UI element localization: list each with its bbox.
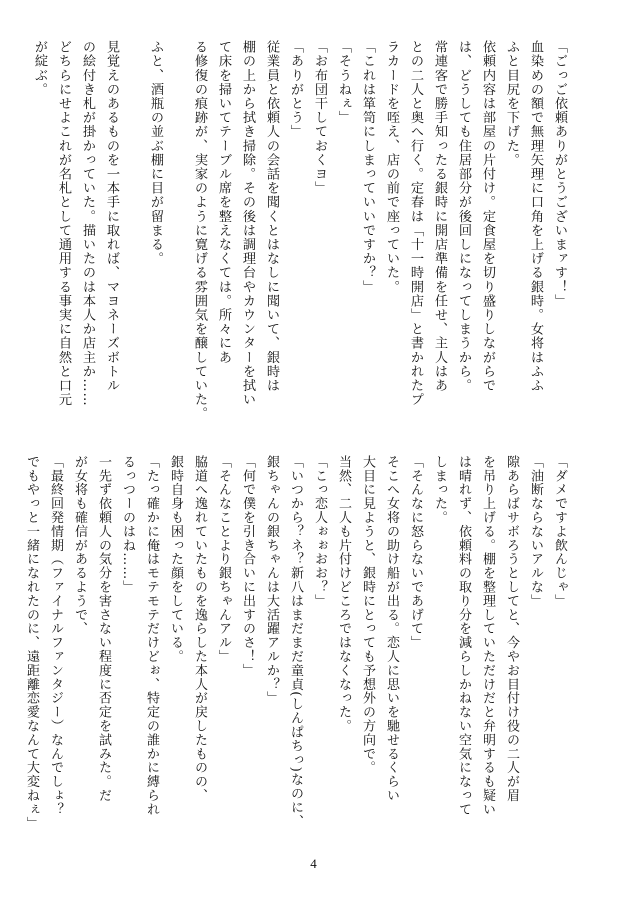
text-line: 「油断ならないアルな」 xyxy=(528,455,543,608)
text-line: 「そんなに怒らないであげて」 xyxy=(408,455,423,650)
text-line: 常連客で勝手知ったる銀時に開店準備を任せ、主人はあ xyxy=(432,40,447,393)
text-line: 「こっ恋人ぉぉおお？」 xyxy=(312,455,327,608)
text-line: 大目に見ようと、銀時にとっても予想外の方向で。 xyxy=(360,455,375,775)
text-line: ラカードを咥え、店の前で座っていた。 xyxy=(384,40,399,294)
text-line: 「そんなことより銀ちゃんアル」 xyxy=(216,455,231,664)
text-line: 「たっ確かに俺はモテモテだけどぉ、特定の誰かに縛られ xyxy=(144,455,159,817)
text-line: 「何で僕を引き合いに出すのさ！」 xyxy=(240,455,255,678)
text-line: 「お布団干しておくヨ」 xyxy=(312,40,327,196)
text-line: 「ごっご依頼ありがとうございまァす！」 xyxy=(552,40,567,308)
text-line: 脇道へ逸れていたものを逸らした本人が戻したものの、 xyxy=(192,455,207,803)
text-line: て床を掃いてテーブル席を整えなくては。所々にあ xyxy=(216,40,231,365)
text-line: が女将も確信があるようで、 xyxy=(72,455,87,636)
text-line: 銀ちゃんの銀ちゃんは大活躍アルか？」 xyxy=(264,455,279,706)
page-number: 4 xyxy=(310,856,317,871)
text-line: るっつーのはね……」 xyxy=(120,455,135,594)
text-line: の絵付き札が掛かっていた。描いたのは本人か店主か…… xyxy=(80,40,95,407)
text-line: 従業員と依頼人の会話を聞くとはなしに聞いて、銀時は xyxy=(264,40,279,393)
text-line: 隙あらばサボろうとしてと、今やお目付け役の二人が眉 xyxy=(504,455,519,803)
text-line: との二人と奥へ行く。定春は「十一時開店」と書かれたプ xyxy=(408,40,423,407)
text-line: どちらにせよこれが名札として通用する事実に自然と口元 xyxy=(56,40,71,407)
text-line: 「これは箪笥にしまっていいですか？」 xyxy=(360,40,375,294)
text-line: は晴れず、依頼料の取り分を減らしかねない空気になって xyxy=(456,455,471,817)
text-line: 一先ず依頼人の気分を害さない程度に否定を試みた。だ xyxy=(96,455,111,803)
text-line: 銀時自身も困った顔をしている。 xyxy=(168,455,183,664)
text-line: る修復の痕跡が、実家のように寛げる雰囲気を醸していた。 xyxy=(192,40,207,421)
text-line: ふと目尻を下げた。 xyxy=(504,40,519,167)
text-line: ふと、酒瓶の並ぶ棚に目が留まる。 xyxy=(148,40,163,266)
text-line xyxy=(170,40,185,425)
text-line: そこへ女将の助け船が出る。恋人に思いを馳せるくらい xyxy=(384,455,399,803)
text-line: を吊り上げる。棚を整理していただけだと弁明するも疑い xyxy=(480,455,495,817)
text-line: しまった。 xyxy=(432,455,447,525)
text-line: 見覚えのあるものを一本手に取れば、マヨネーズボトル xyxy=(104,40,119,393)
text-line: 「そうねぇ」 xyxy=(336,40,351,125)
text-line: 「ダメですよ飲んじゃ」 xyxy=(552,455,567,608)
text-line: 「最終回発情期（ファイナルファンタジー）なんでしょ？ xyxy=(48,455,63,817)
upper-text-block xyxy=(25,40,569,425)
text-line: 棚の上から拭き掃除。その後は調理台やカウンターを拭い xyxy=(240,40,255,407)
text-line: 依頼内容は部屋の片付け。定食屋を切り盛りしながらで xyxy=(480,40,495,393)
text-line: でもやっと一緒になれたのに、遠距離恋愛なんて大変ねぇ」 xyxy=(24,455,39,831)
text-line: 血染めの額で無理矢理に口角を上げる銀時。女将はふふ xyxy=(528,40,543,393)
text-line xyxy=(126,40,141,425)
text-line: は、どうしても住居部分が後回しになってしまうから。 xyxy=(456,40,471,393)
lower-text-block xyxy=(17,455,569,835)
text-line: 「ありがとう」 xyxy=(288,40,303,139)
text-line: が綻ぶ。 xyxy=(32,40,47,97)
text-line: 「いつから？ネ？新八はまだまだ童貞(しんぱちっ)なのに、 xyxy=(288,455,303,829)
text-line: 当然、二人も片付けどころではなくなった。 xyxy=(336,455,351,733)
